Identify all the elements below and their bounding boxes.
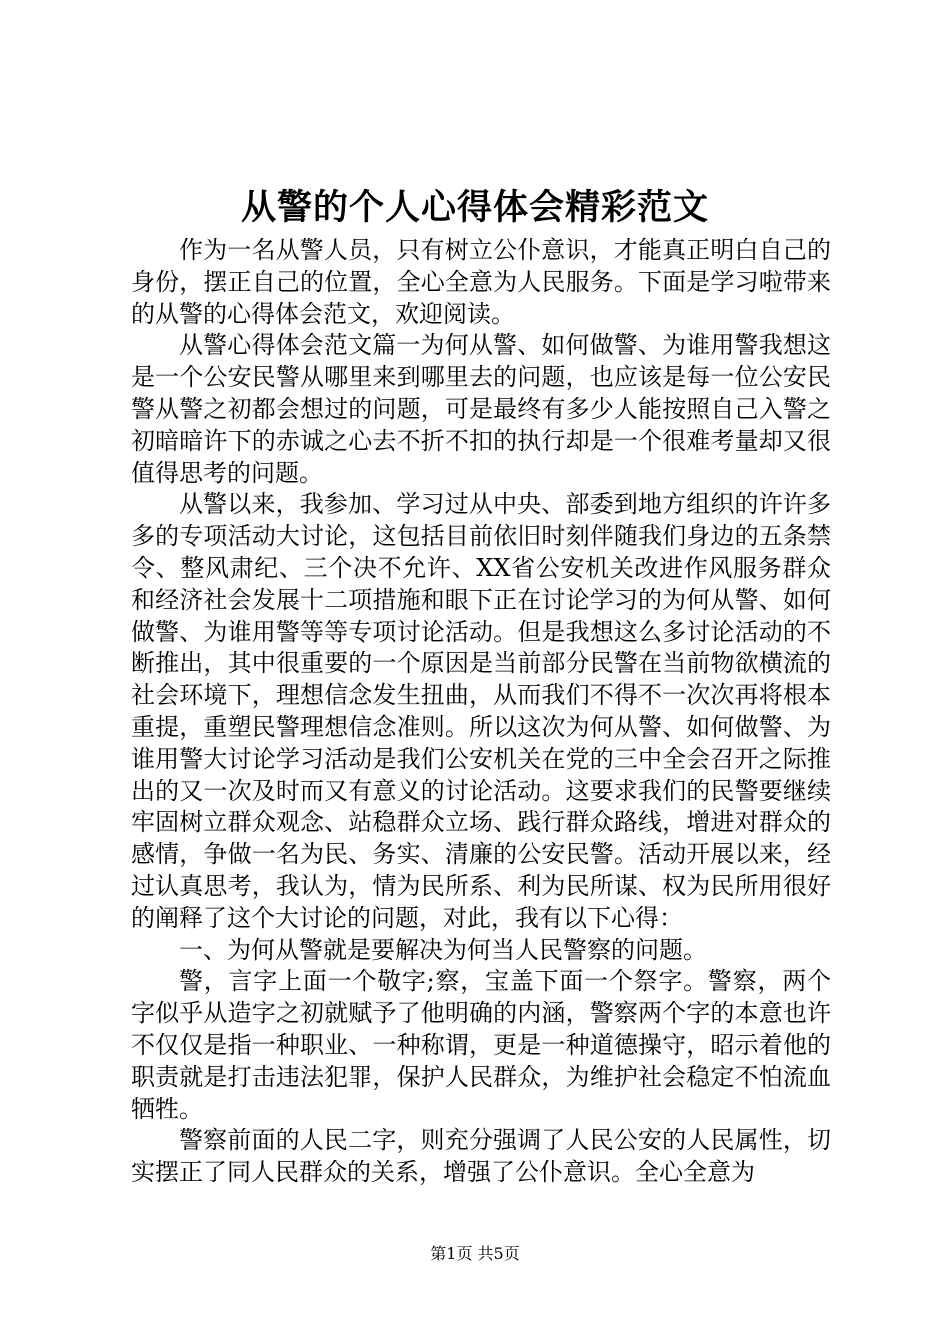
paragraph: 警察前面的人民二字，则充分强调了人民公安的人民属性，切实摆正了同人民群众的关系，增强了公仆意识。全心全意为 <box>131 1126 831 1187</box>
paragraph: 警，言字上面一个敬字;察，宝盖下面一个祭字。警察，两个字似乎从造字之初就赋予了他明确的内涵，警察两个字的本意也许不仅仅是指一种职业、一种称谓，更是一种道德操守，昭示着他的职责就是打击违法犯罪，保护人民群众，为维护社会稳定不怕流血牺牲。 <box>131 967 831 1123</box>
paragraph: 从警心得体会范文篇一为何从警、如何做警、为谁用警我想这是一个公安民警从哪里来到哪里去的问题，也应该是每一位公安民警从警之初都会想过的问题，可是最终有多少人能按照自己入警之初暗暗许下的赤诚之心去不折不扣的执行却是一个很难考量却又很值得思考的问题。 <box>131 331 831 487</box>
document-title: 从警的个人心得体会精彩范文 <box>240 187 709 228</box>
document-body <box>131 235 831 1189</box>
page-footer: 第1页 共5页 <box>430 1244 520 1263</box>
paragraph-intro: 作为一名从警人员，只有树立公仆意识，才能真正明白自己的身份，摆正自己的位置，全心全意为人民服务。下面是学习啦带来的从警的心得体会范文，欢迎阅读。 <box>131 236 831 328</box>
section-heading: 一、为何从警就是要解决为何当人民警察的问题。 <box>179 935 707 964</box>
paragraph: 从警以来，我参加、学习过从中央、部委到地方组织的许许多多的专项活动大讨论，这包括目前依旧时刻伴随我们身边的五条禁令、整风肃纪、三个决不允许、XX省公安机关改进作风服务群众和经济社会发展十二项措施和眼下正在讨论学习的为何从警、如何做警、为谁用警等等专项讨论活动。但是我想这么多讨论活动的不断推出，其中很重要的一个原因是当前部分民警在当前物欲横流的社会环境下，理想信念发生扭曲，从而我们不得不一次次再将根本重提，重塑民警理想信念准则。所以这次为何从警、如何做警、为谁用警大讨论学习活动是我们公安机关在党的三中全会召开之际推出的又一次及时而又有意义的讨论活动。这要求我们的民警要继续牢固树立群众观念、站稳群众立场、践行群众路线，增进对群众的感情，争做一名为民、务实、清廉的公安民警。活动开展以来，经过认真思考，我认为，情为民所系、利为民所谋、权为民所用很好的阐释了这个大讨论的问题，对此，我有以下心得： <box>131 490 831 932</box>
